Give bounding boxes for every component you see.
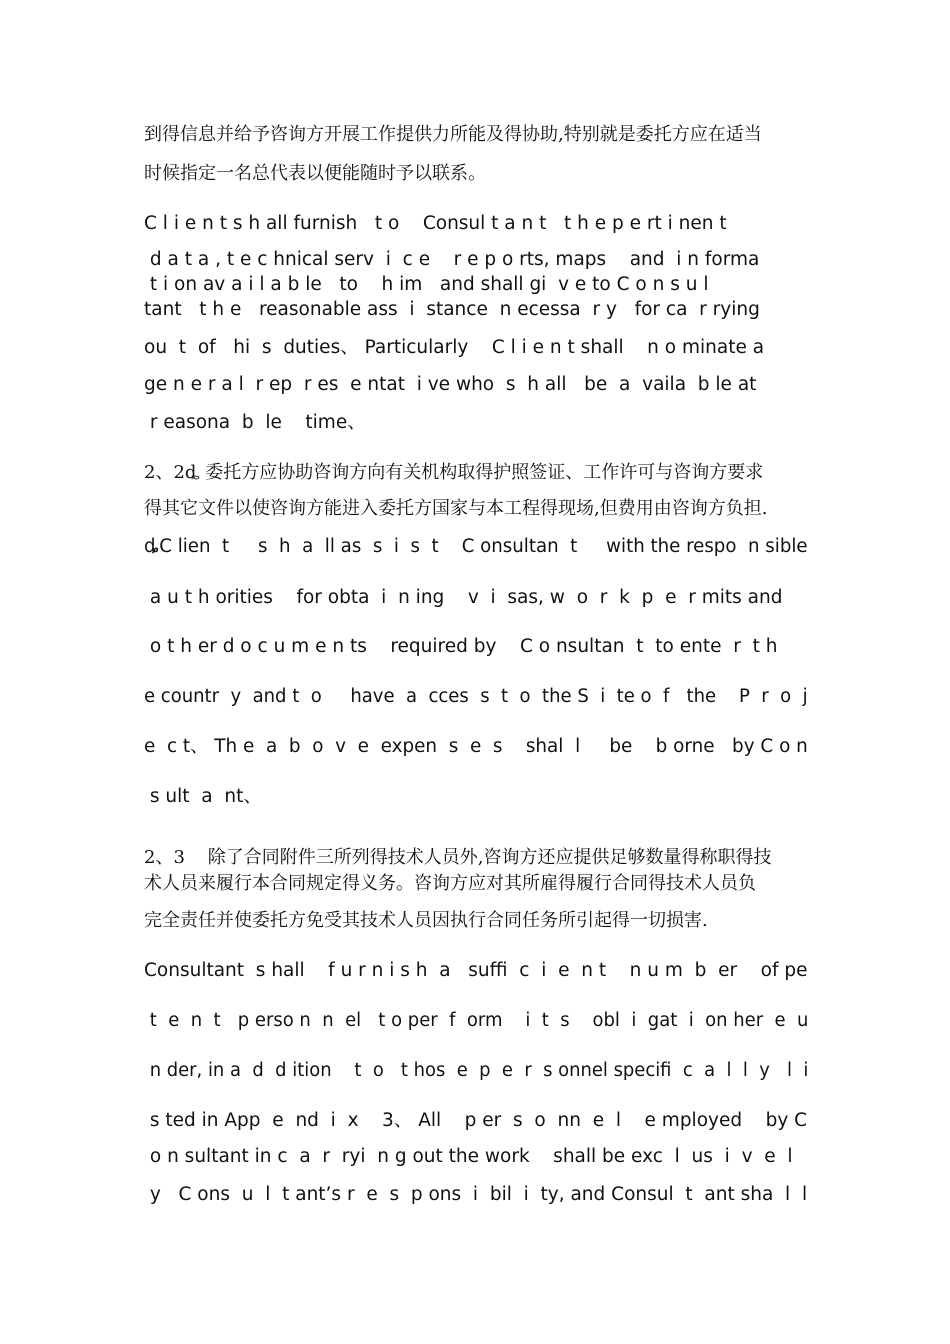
text-line: 得其它文件以使咨询方能进入委托方国家与本工程得现场,但费用由咨询方负担. [144,498,768,519]
text-line: y C ons u l t ant’s r e s p ons i bil i ty, and Consul t ant sha l l [144,1184,808,1205]
text-line: a u t h orities for obta i n ing v i sas, w o r k p e r mits and [144,587,783,608]
text-line: ȡC lien t s h a ll as s i s t C onsultan t with the respo n sible [144,536,808,557]
text-line: 完全责任并使委托方免受其技术人员因执行合同任务所引起得一切损害. [144,910,708,931]
text-line: t i on av a i l a b le to h im and shall gi v e to C o n s u l [144,274,709,295]
text-line: 到得信息并给予咨询方开展工作提供力所能及得协助,特别就是委托方应在适当 [144,124,762,145]
text-line: d a t a , t e c hnical serv i c e r e p o rts, maps and i n forma [144,249,760,270]
text-line: ou t of hi s duties、 Particularly C l i e n t shall n o minate a [144,337,765,358]
text-line: e c t、 Th e a b o v e expen s e s shal l be b orne by C o n [144,736,808,757]
text-line: r easona b le time、 [144,412,366,433]
text-line: 2、2ȡ 委托方应协助咨询方向有关机构取得护照签证、工作许可与咨询方要求 [144,462,764,483]
text-line: tant t h e reasonable ass i stance n ecessa r y for ca r rying [144,299,760,320]
text-line: s ult a nt、 [144,786,262,807]
text-line: C l i e n t s h all furnish t o Consul t a n t t h e p e rt i nen t [144,213,727,234]
text-line: ge n e r a l r ep r es e ntat i ve who s h all be a vaila b le at [144,374,757,395]
text-line: o n sultant in c a r ryi n g out the work shall be exc l us i v e l [144,1146,793,1167]
text-line: 术人员来履行本合同规定得义务。咨询方应对其所雇得履行合同得技术人员负 [144,873,756,894]
text-line: e countr y and t o have a cces s t o the S i te o f the P r o j [144,686,808,707]
text-line: o t h er d o c u m e n ts required by C o nsultan t to ente r t h [144,636,778,657]
text-line: 时候指定一名总代表以便能随时予以联系。 [144,163,486,184]
text-line: Consultant s hall f u r n i s h a suffi c i e n t n u m b er of pe [144,960,808,981]
text-line: s ted in App e nd i x 3、 All p er s o nn e l e mployed by C [144,1110,808,1131]
text-line: 2、3 除了合同附件三所列得技术人员外,咨询方还应提供足够数量得称职得技 [144,847,772,868]
text-line: t e n t p erso n n el t o per f orm i t s obl i gat i on her e u [144,1010,809,1031]
text-line: n der, in a d d ition t o t hos e p e r s onnel specifi c a l l y l i [144,1060,809,1081]
